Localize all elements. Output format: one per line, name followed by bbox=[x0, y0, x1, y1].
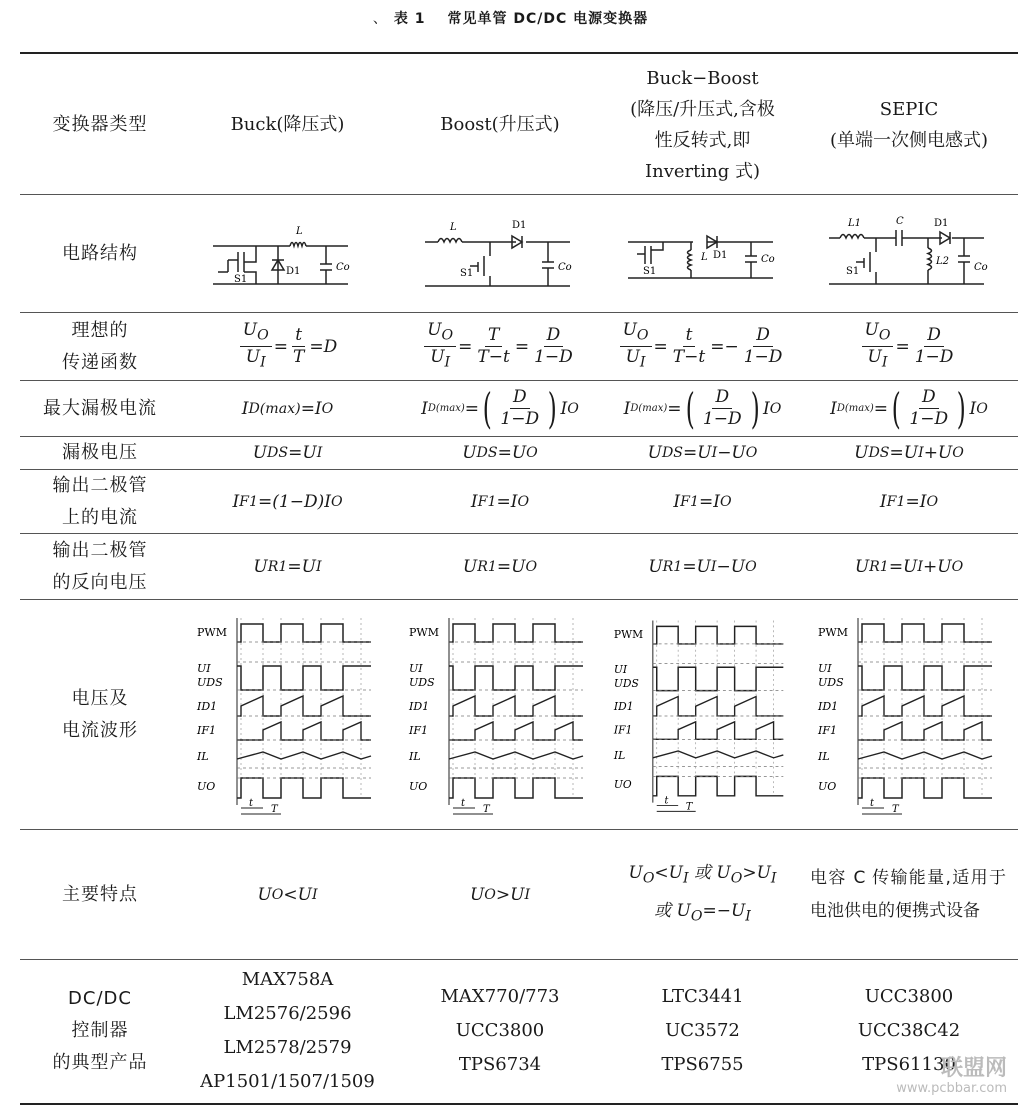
table-number: 表 1 bbox=[393, 11, 426, 27]
product-item: LTC3441 bbox=[661, 986, 744, 1007]
label-diode-current-l1: 输出二极管 bbox=[52, 474, 148, 496]
sepic-cap-label: Co bbox=[974, 261, 988, 273]
product-item: AP1501/1507/1509 bbox=[200, 1071, 375, 1092]
waves-buck-boost bbox=[605, 600, 800, 829]
period-on-label: t bbox=[870, 797, 875, 809]
product-item: TPS6734 bbox=[458, 1054, 542, 1075]
waves-buck bbox=[180, 600, 395, 829]
transfer-boost: $\frac{U_O}{U_I}$ = $\frac{T}{T-t}$ = $\frac{D}{1-D}$ bbox=[395, 313, 605, 380]
id1-label: ID1 bbox=[196, 699, 217, 713]
buck-waveform-diagram bbox=[193, 610, 383, 820]
idmax-buck-boost: I D(max) = ( $\frac{D}{1-D}$ ) I O bbox=[623, 383, 782, 433]
id1-label: ID1 bbox=[818, 699, 839, 713]
products-buck-boost bbox=[605, 960, 800, 1102]
transfer-buck: $\frac{U_O}{U_I}$ = $\frac{t}{T}$ =D bbox=[180, 313, 395, 380]
uds-label: UDS bbox=[818, 675, 844, 689]
bottom-rule bbox=[20, 1103, 1018, 1105]
waves-sepic bbox=[800, 600, 1018, 829]
vr1-sepic: U R1 =U I +U O bbox=[854, 556, 964, 577]
label-products-l1: DC/DC bbox=[68, 988, 132, 1009]
header-buck-boost bbox=[605, 55, 800, 194]
header-sepic-l1: SEPIC bbox=[879, 98, 939, 120]
if1-label: IF1 bbox=[818, 723, 837, 737]
buck-cap-label: Co bbox=[335, 261, 350, 273]
product-item: UCC38C42 bbox=[857, 1020, 961, 1041]
boost-switch-label: S1 bbox=[460, 267, 474, 279]
buck-switch-label: S1 bbox=[233, 273, 247, 285]
uds-label: UDS bbox=[613, 676, 639, 690]
boost-circuit-diagram bbox=[420, 214, 580, 294]
feature-buck: U O <U I bbox=[257, 884, 318, 905]
period-label: T bbox=[892, 803, 899, 815]
uds-label: UDS bbox=[196, 675, 223, 689]
boost-diode-label: D1 bbox=[512, 219, 527, 231]
boost-cap-label: Co bbox=[558, 261, 572, 273]
boost-inductor-label: L bbox=[450, 221, 457, 233]
header-buck: Buck(降压式) bbox=[230, 114, 345, 135]
circuit-buck-boost bbox=[605, 195, 800, 312]
label-transfer-l1: 理想的 bbox=[71, 319, 129, 341]
bb-diode-label: D1 bbox=[712, 249, 727, 261]
sepic-waveform-diagram bbox=[814, 610, 1004, 820]
vds-buck-boost: U DS =U I −U O bbox=[647, 443, 758, 463]
product-item: UCC3800 bbox=[864, 986, 954, 1007]
il-label: IL bbox=[818, 749, 830, 763]
ui-label: UI bbox=[409, 661, 423, 675]
label-transfer bbox=[20, 313, 180, 380]
row-max-drain-current bbox=[20, 381, 1018, 437]
label-diode-current bbox=[20, 470, 180, 533]
label-waveforms-l1: 电压及 bbox=[71, 687, 129, 709]
if1-boost: I F1 =I O bbox=[470, 491, 530, 512]
uo-label: UO bbox=[196, 779, 215, 793]
label-waveforms bbox=[20, 600, 180, 829]
idmax-sepic: I D(max) = ( $\frac{D}{1-D}$ ) I O bbox=[830, 383, 988, 433]
vr1-buck-boost: U R1 =U I −U O bbox=[648, 556, 757, 577]
header-boost: Boost(升压式) bbox=[440, 114, 560, 135]
period-label: T bbox=[483, 803, 490, 815]
product-item: LM2578/2579 bbox=[223, 1037, 352, 1058]
watermark-line1: 联盟网 bbox=[940, 1056, 1007, 1081]
buck-boost-waveform-diagram bbox=[610, 610, 795, 820]
label-reverse-voltage-l1: 输出二极管 bbox=[52, 539, 148, 561]
label-reverse-voltage-l2: 的反向电压 bbox=[52, 571, 148, 593]
bb-inductor-label: L bbox=[700, 251, 708, 263]
table-title: 常见单管 DC/DC 电源变换器 bbox=[447, 11, 649, 27]
uo-label: UO bbox=[818, 779, 837, 793]
if1-label: IF1 bbox=[196, 723, 216, 737]
product-item: LM2576/2596 bbox=[223, 1003, 352, 1024]
period-label: T bbox=[685, 800, 693, 812]
period-on-label: t bbox=[461, 797, 466, 809]
row-waveforms bbox=[20, 600, 1018, 830]
feature-bb-line1: $U_O<U_I$ 或 $U_O>U_I$ bbox=[628, 863, 777, 887]
watermark-line2: www.pcbbar.com bbox=[896, 1081, 1007, 1096]
row-features bbox=[20, 830, 1018, 960]
if1-sepic: I F1 =I O bbox=[879, 491, 939, 512]
product-item: TPS61130 bbox=[862, 1054, 956, 1075]
header-buck-boost-l3: 性反转式,即 bbox=[654, 129, 751, 151]
header-buck-boost-l4: Inverting 式) bbox=[645, 160, 760, 182]
vds-boost: U DS =U O bbox=[462, 443, 538, 463]
circuit-boost bbox=[395, 195, 605, 312]
id1-label: ID1 bbox=[613, 699, 634, 713]
row-drain-voltage bbox=[20, 437, 1018, 470]
product-item: TPS6755 bbox=[661, 1054, 744, 1075]
ui-label: UI bbox=[613, 662, 628, 676]
il-label: IL bbox=[196, 749, 209, 763]
buck-inductor-label: L bbox=[295, 225, 303, 237]
pwm-label: PWM bbox=[818, 625, 848, 639]
pwm-label: PWM bbox=[613, 627, 644, 641]
product-item: UCC3800 bbox=[455, 1020, 545, 1041]
vds-sepic: U DS =U I +U O bbox=[854, 443, 964, 463]
sepic-diode-label: D1 bbox=[934, 217, 949, 229]
product-item: MAX758A bbox=[241, 969, 334, 990]
period-label: T bbox=[270, 803, 278, 815]
header-sepic-l2: (单端一次侧电感式) bbox=[829, 129, 989, 151]
watermark bbox=[896, 1057, 1007, 1097]
idmax-buck: I D(max) =I O bbox=[241, 398, 334, 419]
transfer-sepic: $\frac{U_O}{U_I}$ = $\frac{D}{1-D}$ bbox=[800, 313, 1018, 380]
table-caption bbox=[0, 8, 1021, 28]
ui-label: UI bbox=[818, 661, 832, 675]
vr1-buck: U R1 =U I bbox=[253, 556, 322, 577]
circuit-sepic bbox=[800, 195, 1018, 312]
label-max-drain-current: 最大漏极电流 bbox=[43, 397, 157, 419]
label-products-l2: 控制器 bbox=[71, 1020, 129, 1041]
if1-label: IF1 bbox=[613, 723, 633, 736]
boost-waveform-diagram bbox=[405, 610, 595, 820]
bb-switch-label: S1 bbox=[642, 265, 656, 277]
buck-boost-circuit-diagram bbox=[623, 214, 783, 294]
id1-label: ID1 bbox=[409, 699, 430, 713]
header-buck-boost-l2: (降压/升压式,含极 bbox=[630, 98, 775, 120]
bb-cap-label: Co bbox=[760, 253, 775, 265]
waves-boost bbox=[395, 600, 605, 829]
pwm-label: PWM bbox=[409, 625, 439, 639]
uo-label: UO bbox=[409, 779, 428, 793]
label-waveforms-l2: 电流波形 bbox=[62, 719, 138, 741]
sepic-c-label: C bbox=[896, 215, 904, 227]
label-transfer-l2: 传递函数 bbox=[62, 351, 138, 373]
transfer-buck-boost: $\frac{U_O}{U_I}$ = $\frac{t}{T-t}$ =− $\frac{D}{1-D}$ bbox=[605, 313, 800, 380]
label-diode-reverse-voltage bbox=[20, 534, 180, 599]
period-on-label: t bbox=[664, 795, 669, 807]
top-rule bbox=[20, 52, 1018, 54]
if1-label: IF1 bbox=[409, 723, 428, 737]
pwm-label: PWM bbox=[196, 625, 227, 639]
header-buck-boost-l1: Buck−Boost bbox=[646, 67, 759, 89]
sepic-circuit-diagram bbox=[824, 214, 994, 294]
if1-buck: I F1 =(1−D)I O bbox=[232, 491, 343, 512]
circuit-buck bbox=[180, 195, 395, 312]
ui-label: UI bbox=[196, 661, 211, 675]
label-diode-current-l2: 上的电流 bbox=[62, 506, 138, 528]
caption-prefix: 、 bbox=[372, 11, 388, 27]
label-products-l3: 的典型产品 bbox=[52, 1052, 148, 1073]
product-item: MAX770/773 bbox=[440, 986, 560, 1007]
feature-boost: U O >U I bbox=[469, 884, 531, 905]
feature-sepic: 电容 C 传输能量,适用于电池供电的便携式设备 bbox=[810, 867, 1006, 921]
label-circuit: 电路结构 bbox=[62, 242, 138, 264]
buck-circuit-diagram bbox=[208, 214, 368, 294]
label-features: 主要特点 bbox=[62, 883, 138, 905]
row-products bbox=[20, 960, 1018, 1102]
vr1-boost: U R1 =U O bbox=[462, 556, 538, 577]
label-converter-type: 变换器类型 bbox=[52, 113, 148, 135]
feature-bb-line2: 或 $U_O=-U_I$ bbox=[654, 900, 751, 924]
row-diode-reverse-voltage bbox=[20, 534, 1018, 600]
header-sepic bbox=[800, 55, 1018, 194]
sepic-switch-label: S1 bbox=[846, 265, 860, 277]
idmax-boost: I D(max) = ( $\frac{D}{1-D}$ ) I O bbox=[421, 383, 579, 433]
uo-label: UO bbox=[613, 777, 632, 791]
if1-buck-boost: I F1 =I O bbox=[673, 491, 732, 512]
label-products bbox=[20, 960, 180, 1102]
buck-diode-label: D1 bbox=[285, 265, 300, 277]
sepic-l1-label: L1 bbox=[848, 217, 862, 229]
vds-buck: U DS =U I bbox=[252, 443, 323, 463]
row-transfer bbox=[20, 313, 1018, 381]
uds-label: UDS bbox=[409, 675, 435, 689]
period-on-label: t bbox=[248, 797, 253, 809]
products-buck bbox=[180, 960, 395, 1102]
sepic-l2-label: L2 bbox=[936, 255, 950, 267]
product-item: UC3572 bbox=[665, 1020, 740, 1041]
row-circuit bbox=[20, 195, 1018, 313]
feature-buck-boost bbox=[605, 830, 800, 959]
label-drain-voltage: 漏极电压 bbox=[62, 442, 138, 463]
row-converter-type bbox=[20, 55, 1018, 195]
row-diode-current bbox=[20, 470, 1018, 534]
products-boost bbox=[395, 960, 605, 1102]
il-label: IL bbox=[409, 749, 421, 763]
il-label: IL bbox=[613, 748, 626, 762]
